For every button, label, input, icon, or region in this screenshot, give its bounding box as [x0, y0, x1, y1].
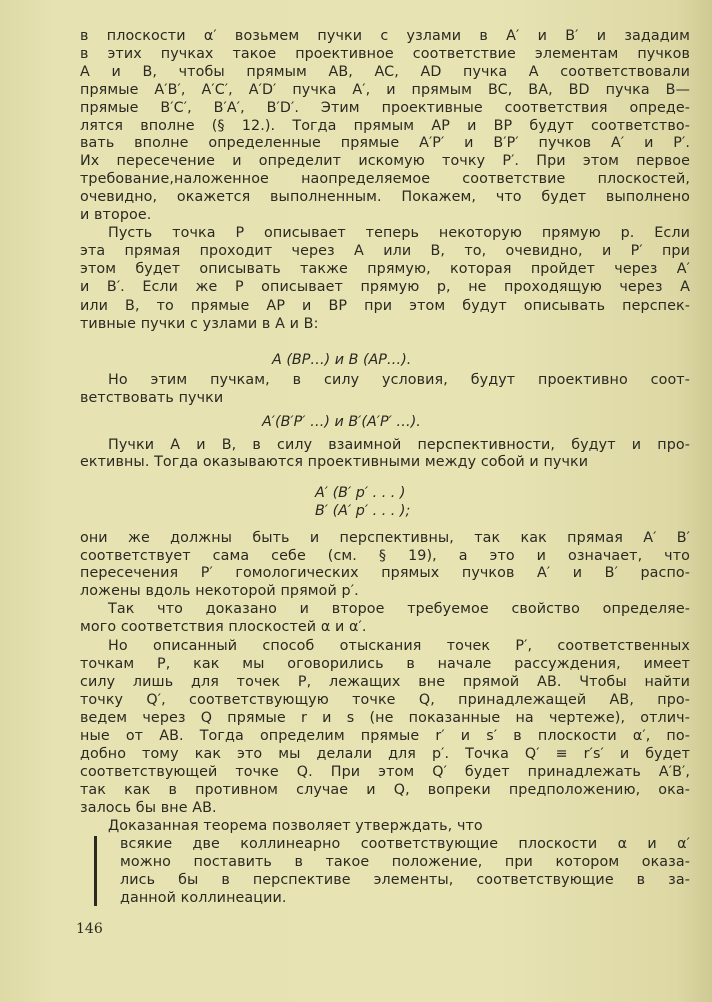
text-line: соответствует сама себе (см. § 19), а это и означает, что [80, 548, 690, 564]
text-line: этом будет описывать также прямую, которая пройдет через A′ [80, 261, 690, 277]
theorem-margin-bar [94, 836, 97, 906]
text-line: ведем через Q прямые r и s (не показанные на чертеже), отлич- [80, 710, 690, 726]
text-line: требование,наложенное наопределяемое соответствие плоскостей, [80, 171, 690, 187]
text-line: ветствовать пучки [80, 390, 224, 406]
text-line: прямые A′B′, A′C′, A′D′ пучка A′, и прямым BC, BA, BD пучка B— [80, 82, 690, 98]
text-line: Так что доказано и второе требуемое свойство определяе- [108, 601, 690, 617]
text-line: ные от AB. Тогда определим прямые r′ и s′ в плоскости α′, по- [80, 728, 690, 744]
text-line: Их пересечение и определит искомую точку P′. При этом первое [80, 153, 690, 169]
text-line: Доказанная теорема позволяет утверждать, что [108, 818, 483, 834]
theorem-line: всякие две коллинеарно соответствующие плоскости α и α′ [120, 836, 690, 852]
text-line: в этих пучках такое проективное соответствие элементам пучков [80, 46, 690, 62]
text-line: Пучки A и B, в силу взаимной перспективности, будут и про- [108, 437, 690, 453]
text-line: лятся вполне (§ 12.). Тогда прямым AP и BP будут соответство- [80, 118, 690, 134]
text-line: они же должны быть и перспективны, так как прямая A′ B′ [80, 530, 690, 546]
text-line: Но описанный способ отыскания точек P′, соответственных [108, 638, 690, 654]
text-line: добно тому как это мы делали для p′. Точка Q′ ≡ r′s′ и будет [80, 746, 690, 762]
text-line: вать вполне определенные прямые A′P′ и B′P′ пучков A′ и P′. [80, 135, 690, 151]
text-line: прямые B′C′, B′A′, B′D′. Этим проективные соответствия опреде- [80, 100, 690, 116]
formula-line: A′(B′P′ …) и B′(A′P′ …). [262, 414, 421, 430]
text-line: пересечения P′ гомологических прямых пучков A′ и B′ распо- [80, 565, 690, 581]
text-line: Но этим пучкам, в силу условия, будут проективно соот- [108, 372, 690, 388]
text-line: в плоскости α′ возьмем пучки с узлами в A′ и B′ и зададим [80, 28, 690, 44]
text-line: залось бы вне AB. [80, 800, 217, 816]
formula-line: A (BP…) и B (AP…). [272, 352, 412, 368]
formula-line: B′ (A′ p′ . . . ); [315, 503, 411, 519]
theorem-line: можно поставить в такое положение, при котором оказа- [120, 854, 690, 870]
text-line: и B′. Если же P описывает прямую p, не проходящую через A [80, 279, 690, 295]
text-line: или B, то прямые AP и BP при этом будут описывать перспек- [80, 298, 690, 314]
text-line: очевидно, окажется выполненным. Покажем, что будет выполнено [80, 189, 690, 205]
text-line: тивные пучки с узлами в A и B: [80, 316, 319, 332]
theorem-line: данной коллинеации. [120, 890, 287, 906]
text-line: соответствующей точке Q. При этом Q′ будет принадлежать A′B′, [80, 764, 690, 780]
text-line: A и B, чтобы прямым AB, AC, AD пучка A соответствовали [80, 64, 690, 80]
text-line: Пусть точка P описывает теперь некоторую прямую p. Если [108, 225, 690, 241]
text-line: мого соответствия плоскостей α и α′. [80, 619, 367, 635]
text-line: эта прямая проходит через A или B, то, очевидно, и P′ при [80, 243, 690, 259]
page-number: 146 [76, 921, 103, 937]
text-line: ложены вдоль некоторой прямой p′. [80, 583, 359, 599]
text-line: силу лишь для точек P, лежащих вне прямой AB. Чтобы найти [80, 674, 690, 690]
text-line: точку Q′, соответствующую точке Q, принадлежащей AB, про- [80, 692, 690, 708]
theorem-line: лись бы в перспективе элементы, соответствующие в за- [120, 872, 690, 888]
text-line: и второе. [80, 207, 152, 223]
text-line: так как в противном случае и Q, вопреки предположению, ока- [80, 782, 690, 798]
text-line: ективны. Тогда оказываются проективными между собой и пучки [80, 454, 589, 470]
formula-line: A′ (B′ p′ . . . ) [315, 485, 406, 501]
text-line: точкам P, как мы оговорились в начале рассуждения, имеет [80, 656, 690, 672]
